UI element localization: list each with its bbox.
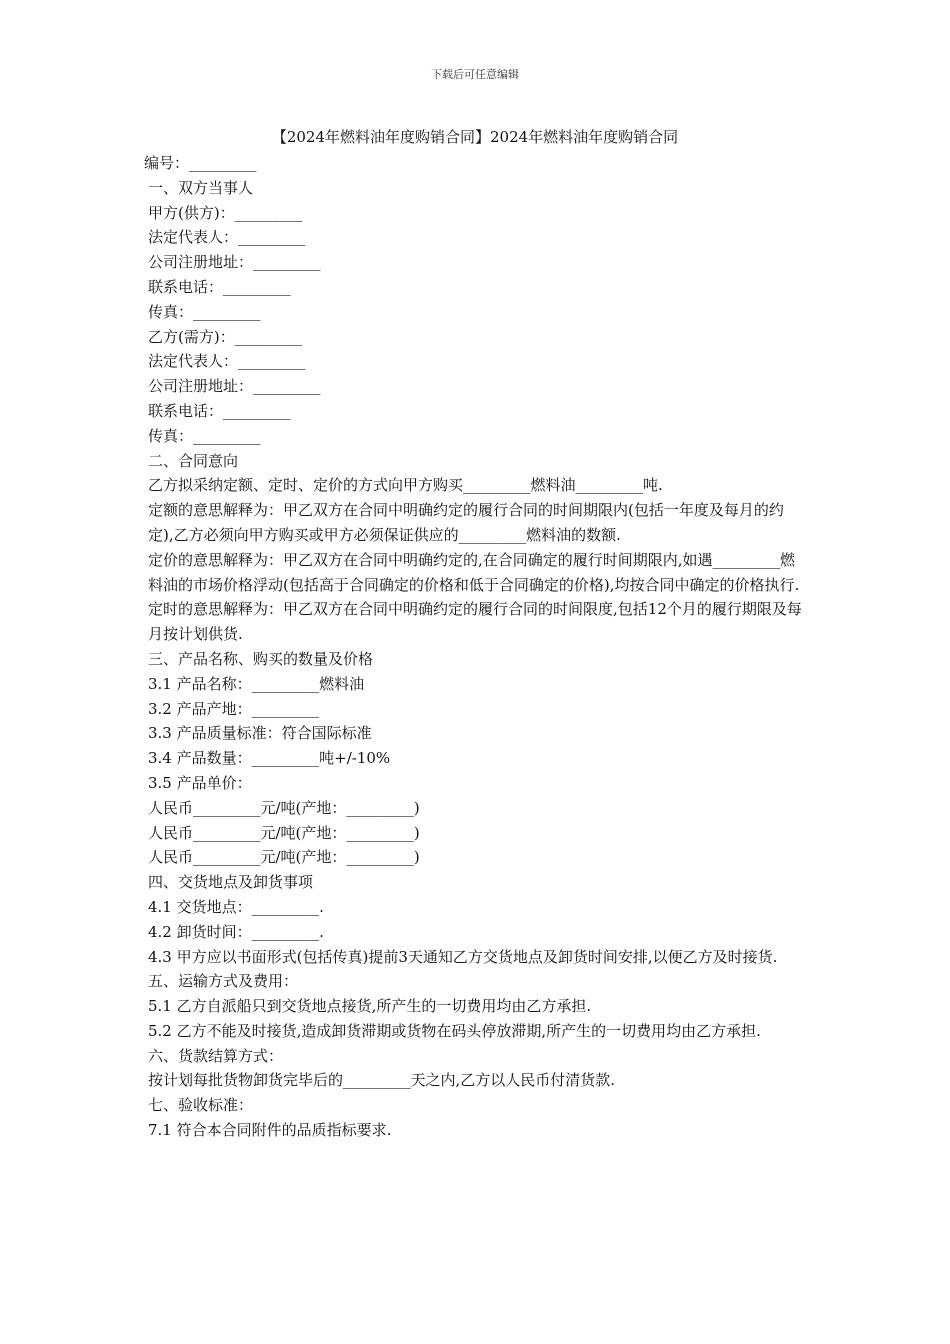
fixed-price-paragraph: 定价的意思解释为：甲乙双方在合同中明确约定的,在合同确定的履行时间期限内,如遇_________燃料油的市场价格浮动(包括高于合同确定的价格和低于合同确定的价格),均按合同中确定的价格执行.: [148, 550, 800, 594]
party-b-line: 乙方(需方)：_________: [148, 327, 303, 346]
contract-number-line: 编号：_________: [144, 154, 257, 172]
party-b-address-line: 公司注册地址：_________: [148, 377, 321, 396]
price-row: 人民币_________元/吨(产地：_________): [148, 823, 420, 842]
party-b-fax-line: 传真：_________: [148, 426, 261, 445]
transport-clause-5-1: 5.1 乙方自派船只到交货地点接货,所产生的一切费用均由乙方承担.: [148, 997, 592, 1016]
product-quantity-line: 3.4 产品数量：_________吨+/-10%: [148, 749, 391, 768]
product-unit-price-line: 3.5 产品单价：: [148, 773, 252, 792]
party-b-phone-line: 联系电话：_________: [148, 401, 291, 420]
fixed-time-paragraph: 定时的意思解释为：甲乙双方在合同中明确约定的履行合同的时间限度,包括12个月的履行期限及每月按计划供货.: [148, 600, 802, 644]
section-heading-intent: 二、合同意向: [148, 451, 239, 470]
header-note: 下载后可任意编辑: [431, 68, 519, 81]
document-title: 【2024年燃料油年度购销合同】2024年燃料油年度购销合同: [271, 128, 679, 146]
party-b-representative-line: 法定代表人：_________: [148, 352, 306, 371]
section-heading-transport: 五、运输方式及费用：: [148, 972, 299, 991]
section-heading-delivery: 四、交货地点及卸货事项: [148, 873, 314, 892]
acceptance-clause-7-1: 7.1 符合本合同附件的品质指标要求.: [148, 1121, 392, 1140]
party-a-line: 甲方(供方)：_________: [148, 203, 303, 222]
product-standard-line: 3.3 产品质量标准：符合国际标准: [148, 724, 372, 743]
price-row: 人民币_________元/吨(产地：_________): [148, 848, 420, 867]
product-origin-line: 3.2 产品产地：_________: [148, 699, 320, 718]
product-name-line: 3.1 产品名称：_________燃料油: [148, 674, 365, 693]
party-a-phone-line: 联系电话：_________: [148, 277, 291, 296]
settlement-paragraph: 按计划每批货物卸货完毕后的_________天之内,乙方以人民币付清货款.: [148, 1071, 616, 1090]
intent-paragraph: 乙方拟采纳定额、定时、定价的方式向甲方购买_________燃料油_________吨.: [148, 476, 663, 495]
section-heading-settlement: 六、货款结算方式：: [148, 1046, 284, 1065]
party-a-fax-line: 传真：_________: [148, 302, 261, 321]
party-a-address-line: 公司注册地址：_________: [148, 253, 321, 272]
fixed-quantity-paragraph: 定额的意思解释为：甲乙双方在合同中明确约定的履行合同的时间期限内(包括一年度及每月的约定),乙方必须向甲方购买或甲方必须保证供应的_________燃料油的数额.: [148, 501, 784, 544]
transport-clause-5-2: 5.2 乙方不能及时接货,造成卸货滞期或货物在码头停放滞期,所产生的一切费用均由乙方承担.: [148, 1021, 761, 1040]
section-heading-acceptance: 七、验收标准：: [148, 1096, 254, 1115]
unloading-time-line: 4.2 卸货时间：_________.: [148, 922, 324, 941]
delivery-location-line: 4.1 交货地点：_________.: [148, 897, 324, 916]
party-a-representative-line: 法定代表人：_________: [148, 228, 306, 247]
document-body: [144, 151, 808, 1143]
price-row: 人民币_________元/吨(产地：_________): [148, 798, 420, 817]
section-heading-product: 三、产品名称、购买的数量及价格: [148, 649, 374, 668]
delivery-notice-paragraph: 4.3 甲方应以书面形式(包括传真)提前3天通知乙方交货地点及卸货时间安排,以便乙方及时接货.: [148, 947, 778, 966]
section-heading-parties: 一、双方当事人: [148, 178, 254, 197]
